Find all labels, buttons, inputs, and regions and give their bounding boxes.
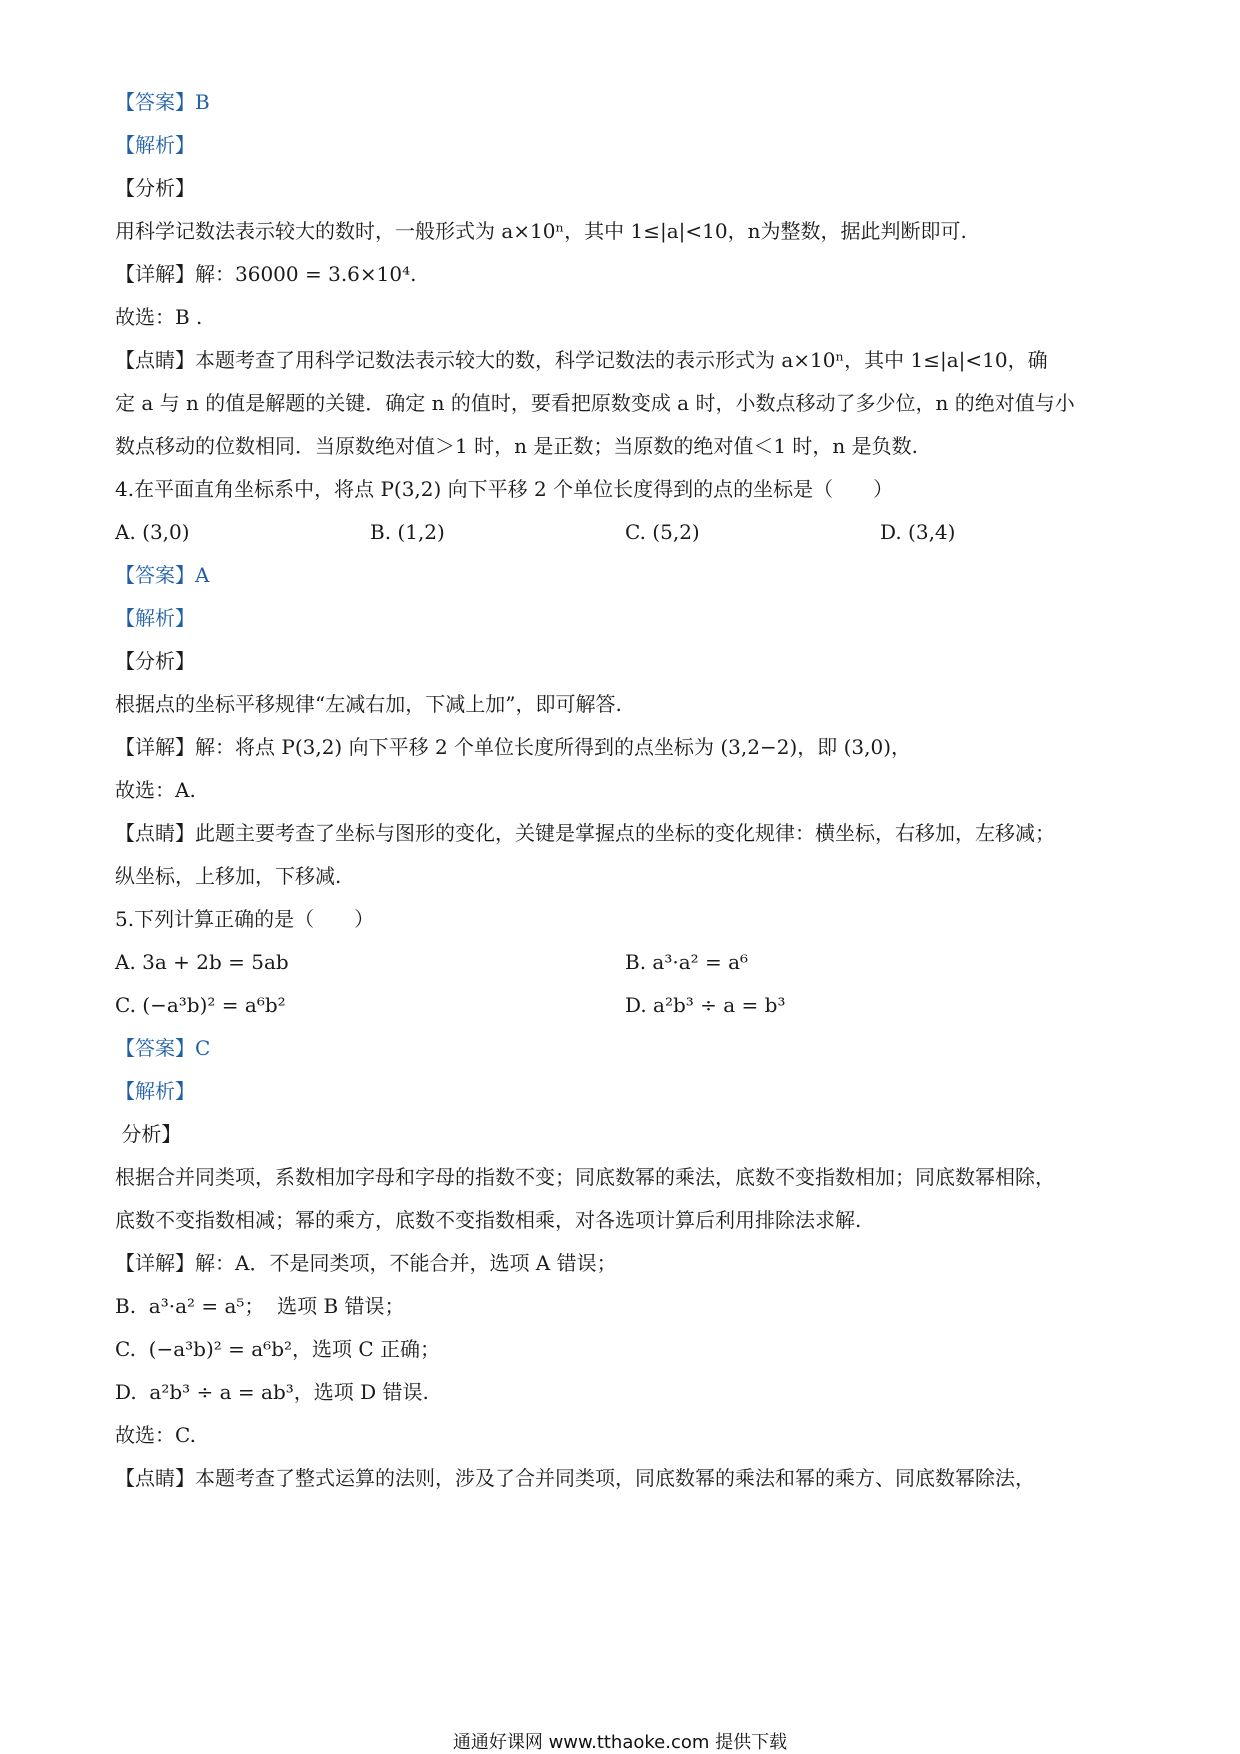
solution-q3-block xyxy=(115,88,1135,503)
lines3-line-1: 【解析】 xyxy=(115,1079,195,1103)
lines-line-5: 故选：B . xyxy=(115,305,203,329)
lines2-line-8: 5.下列计算正确的是（ ） xyxy=(115,907,375,931)
lines-line-9: 4.在平面直角坐标系中，将点 P(3,2) 向下平移 2 个单位长度得到的点的坐标是（ ） xyxy=(115,477,894,501)
q5-options-row2 xyxy=(115,991,1135,1019)
q4-options xyxy=(115,518,1135,546)
lines-line-7: 定 a 与 n 的值是解题的关键．确定 n 的值时，要看把原数变成 a 时，小数点移动了多少位，n 的绝对值与小 xyxy=(115,391,1075,415)
lines3-line-3: 根据合并同类项，系数相加字母和字母的指数不变；同底数幂的乘法，底数不变指数相加；同底数幂相除， xyxy=(115,1165,1055,1189)
lines-line-3: 用科学记数法表示较大的数时，一般形式为 a×10ⁿ，其中 1≤|a|<10，n为整数，据此判断即可. xyxy=(115,219,967,243)
lines2-line-0: 【答案】A xyxy=(115,563,210,587)
lines2-line-5: 故选：A. xyxy=(115,778,196,802)
lines2-line-3: 根据点的坐标平移规律“左减右加，下减上加”，即可解答. xyxy=(115,692,622,716)
q5-option-b: B. a³·a² = a⁶ xyxy=(625,950,749,974)
solution-q5-block xyxy=(115,1034,1135,1492)
q5-options-row1 xyxy=(115,948,1135,976)
q4-option-b: B. (1,2) xyxy=(370,520,445,544)
lines2-line-4: 【详解】解：将点 P(3,2) 向下平移 2 个单位长度所得到的点坐标为 (3,2−2)，即 (3,0)， xyxy=(115,735,912,759)
lines-line-4: 【详解】解：36000 = 3.6×10⁴. xyxy=(115,262,417,286)
q5-option-c: C. (−a³b)² = a⁶b² xyxy=(115,993,286,1017)
lines3-line-7: C. (−a³b)² = a⁶b²，选项 C 正确； xyxy=(115,1337,441,1361)
lines2-line-1: 【解析】 xyxy=(115,606,195,630)
solution-q4-block xyxy=(115,561,1135,933)
lines-line-6: 【点睛】本题考查了用科学记数法表示较大的数，科学记数法的表示形式为 a×10ⁿ，其中 1≤|a|<10，确 xyxy=(115,348,1048,372)
lines2-line-6: 【点睛】此题主要考查了坐标与图形的变化，关键是掌握点的坐标的变化规律：横坐标，右移加，左移减； xyxy=(115,821,1055,845)
document-body xyxy=(115,88,1135,1507)
footer-watermark[interactable]: 通通好课网 www.tthaoke.com 提供下载 xyxy=(452,1732,788,1753)
lines2-line-2: 【分析】 xyxy=(115,649,195,673)
lines3-line-6: B. a³·a² = a⁵； 选项 B 错误； xyxy=(115,1294,405,1318)
lines3-line-0: 【答案】C xyxy=(115,1036,211,1060)
lines-line-8: 数点移动的位数相同．当原数绝对值＞1 时，n 是正数；当原数的绝对值＜1 时，n 是负数. xyxy=(115,434,918,458)
lines3-line-5: 【详解】解：A．不是同类项，不能合并，选项 A 错误； xyxy=(115,1251,617,1275)
lines3-line-8: D. a²b³ ÷ a = ab³，选项 D 错误. xyxy=(115,1380,429,1404)
lines-line-0: 【答案】B xyxy=(115,90,210,114)
lines3-line-9: 故选：C. xyxy=(115,1423,196,1447)
lines-line-1: 【解析】 xyxy=(115,133,195,157)
lines3-line-2: 分析】 xyxy=(115,1122,182,1146)
q4-option-a: A. (3,0) xyxy=(115,520,190,544)
q5-option-d: D. a²b³ ÷ a = b³ xyxy=(625,993,786,1017)
lines3-line-10: 【点睛】本题考查了整式运算的法则，涉及了合并同类项，同底数幂的乘法和幂的乘方、同底数幂除法， xyxy=(115,1466,1035,1490)
q4-option-d: D. (3,4) xyxy=(880,520,956,544)
q4-option-c: C. (5,2) xyxy=(625,520,700,544)
lines2-line-7: 纵坐标，上移加，下移减. xyxy=(115,864,342,888)
q5-option-a: A. 3a + 2b = 5ab xyxy=(115,950,289,974)
lines-line-2: 【分析】 xyxy=(115,176,195,200)
lines3-line-4: 底数不变指数相减；幂的乘方，底数不变指数相乘，对各选项计算后利用排除法求解. xyxy=(115,1208,862,1232)
